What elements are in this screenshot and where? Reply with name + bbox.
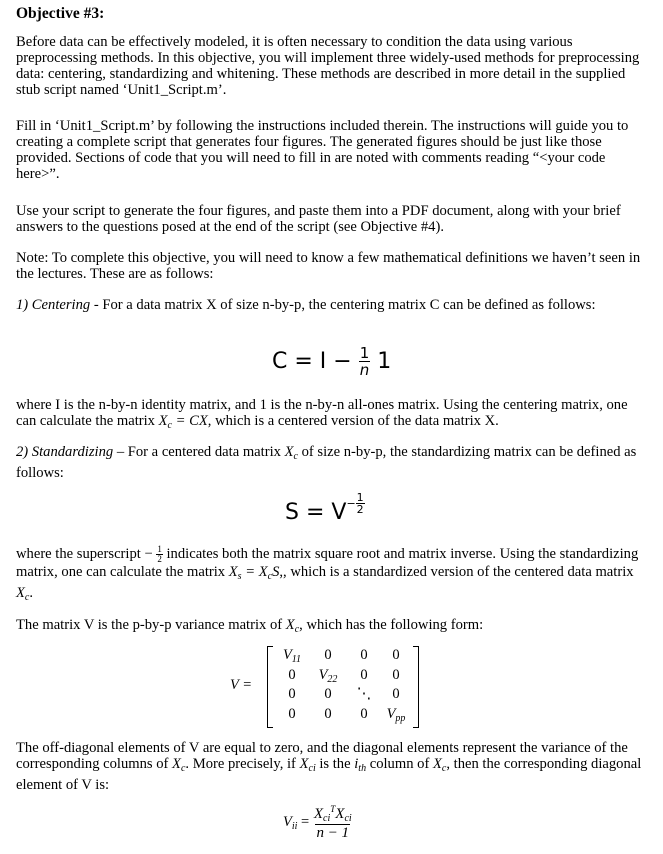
standardizing-explain-text-2: indicates both the matrix square root and matrix inverse. Using the standardizing matrix, one can calculate the matrix	[16, 545, 639, 580]
centering-eq-ones: 1	[377, 349, 392, 374]
matrix-cell: 0	[324, 686, 332, 702]
offdiag-text-2: . More precisely, if	[185, 756, 300, 772]
superscript-minus-half: − $\frac{1}{2}$	[144, 544, 162, 564]
standardizing-text-2: of size n-by-p, the standardizing matrix can be defined as follows:	[16, 444, 637, 481]
paragraph-figures: Use your script to generate the four figures, and paste them into a PDF document, along with your brief answers to the questions posed at the end of the script (see Objective #4).	[16, 203, 621, 235]
variance-intro-text-2: , which has the following form:	[299, 617, 484, 633]
offdiag-text-3: is the	[315, 756, 355, 772]
matrix-cell: 0	[360, 647, 368, 663]
paragraph-note: Note: To complete this objective, you will need to know a few mathematical definitions we haven’t seen in the lectures. These are as follows:	[16, 250, 641, 282]
xc-symbol-3: $X_c$	[285, 617, 300, 635]
exponent-numerator: 1	[356, 491, 364, 504]
paragraph-instructions: Fill in ‘Unit1_Script.m’ by following the instructions included therein. The instructions will guide you to creating a complete script that generates four figures. The generated figures should be just like those provided. Sections of code that you will need to fill in are noted with comments reading “<your code here>”.	[16, 118, 629, 182]
paragraph-standardizing-explain: where the superscript − $\frac{1}{2}$ indicates both the matrix square root and matrix inverse. Using the standardizing matrix, one can calculate the matrix $X_s = X_cS$,, which is a standardized version of the centered data matrix $X_c$.	[16, 544, 639, 603]
matrix-cell: 0	[360, 667, 368, 683]
exponent-sign: −	[346, 497, 356, 510]
standardizing-explain-text-1: where the superscript	[16, 545, 145, 562]
objective-heading: Objective #3:	[16, 5, 105, 22]
matrix-cell: $V_{pp}$	[386, 706, 406, 724]
matrix-cell: 0	[360, 706, 368, 722]
xc-equals-cx: $X_c$ = CX	[158, 413, 208, 431]
standardizing-text-1: – For a centered data matrix	[113, 444, 285, 460]
standardizing-explain-text-3: , which is a standardized version of the centered data matrix	[283, 564, 634, 580]
standardizing-label: 2) Standardizing	[16, 444, 114, 460]
variance-intro-text-1: The matrix V is the p-by-p variance matrix of	[16, 617, 286, 633]
matrix-cell: $V_{22}$	[318, 667, 338, 685]
standardizing-equation	[285, 491, 365, 525]
fraction-numerator: 1	[359, 344, 370, 362]
matrix-cell: 0	[288, 667, 296, 683]
centering-label: 1) Centering	[16, 297, 91, 313]
matrix-cell: 0	[288, 706, 296, 722]
variance-equation	[283, 805, 353, 841]
fraction-denominator: n	[359, 361, 370, 379]
matrix-lhs: V =	[230, 677, 253, 693]
variance-matrix	[230, 645, 430, 730]
paragraph-variance-intro	[16, 617, 646, 638]
paragraph-standardizing	[16, 444, 646, 481]
variance-eq-numerator: $X_{ci}^TX_{ci}$	[313, 804, 352, 824]
xc-symbol-4: $X_c$	[172, 756, 186, 774]
xc-symbol: $X_c$	[284, 444, 298, 462]
xc-symbol-2: $X_c$	[16, 585, 30, 603]
i-th-symbol: $i_{th}$	[354, 756, 367, 774]
centering-text: - For a data matrix X of size n-by-p, the centering matrix C can be defined as follows:	[90, 297, 596, 313]
xs-equals-xcs: $X_s = X_cS$	[228, 564, 280, 582]
paragraph-centering	[16, 297, 646, 313]
offdiag-text-1: The off-diagonal elements of V are equal to zero, and the diagonal elements represent the variance of the corresponding columns of	[16, 740, 628, 772]
variance-eq-lhs: $V_{ii}$ =	[283, 814, 310, 832]
centering-eq-lhs: C = I −	[272, 349, 352, 374]
paragraph-centering-explain	[16, 397, 646, 434]
xc-symbol-5: $X_c$	[432, 756, 447, 774]
matrix-cell: 0	[392, 647, 400, 663]
offdiag-text-4: column of	[366, 756, 433, 772]
paragraph-intro: Before data can be effectively modeled, it is often necessary to condition the data using various preprocessing methods. In this objective, you will implement three widely-used methods for preprocessing data: centering, standardizing and whitening. These methods are described in more detail in the supplied stub script named ‘Unit1_Script.m’.	[16, 34, 640, 98]
centering-explain-text-2: , which is a centered version of the data matrix X.	[207, 413, 499, 429]
variance-eq-denominator: n − 1	[316, 825, 350, 841]
matrix-cell: 0	[288, 686, 296, 702]
standardizing-eq-exponent	[346, 492, 364, 515]
matrix-cell: $V_{11}$	[282, 647, 302, 665]
exponent-denominator: 2	[356, 503, 364, 516]
matrix-cell: 0	[392, 667, 400, 683]
matrix-cell: 0	[324, 706, 332, 722]
offdiag-text-5: , then the corresponding diagonal element of V is:	[16, 756, 642, 793]
matrix-cell: 0	[324, 647, 332, 663]
variance-eq-fraction	[313, 805, 353, 841]
centering-equation	[272, 346, 391, 378]
matrix-cell: 0	[392, 686, 400, 702]
matrix-left-bracket	[267, 646, 273, 728]
centering-explain-text-1: where I is the n-by-n identity matrix, and 1 is the n-by-n all-ones matrix. Using the centering matrix, one can calculate the matrix	[16, 397, 628, 429]
paragraph-offdiagonal	[16, 740, 646, 793]
standardizing-eq-lhs: S = V	[285, 500, 347, 525]
centering-eq-fraction	[359, 346, 371, 378]
xci-symbol: $X_{ci}$	[299, 756, 316, 774]
matrix-cell: ⋱	[356, 686, 372, 702]
